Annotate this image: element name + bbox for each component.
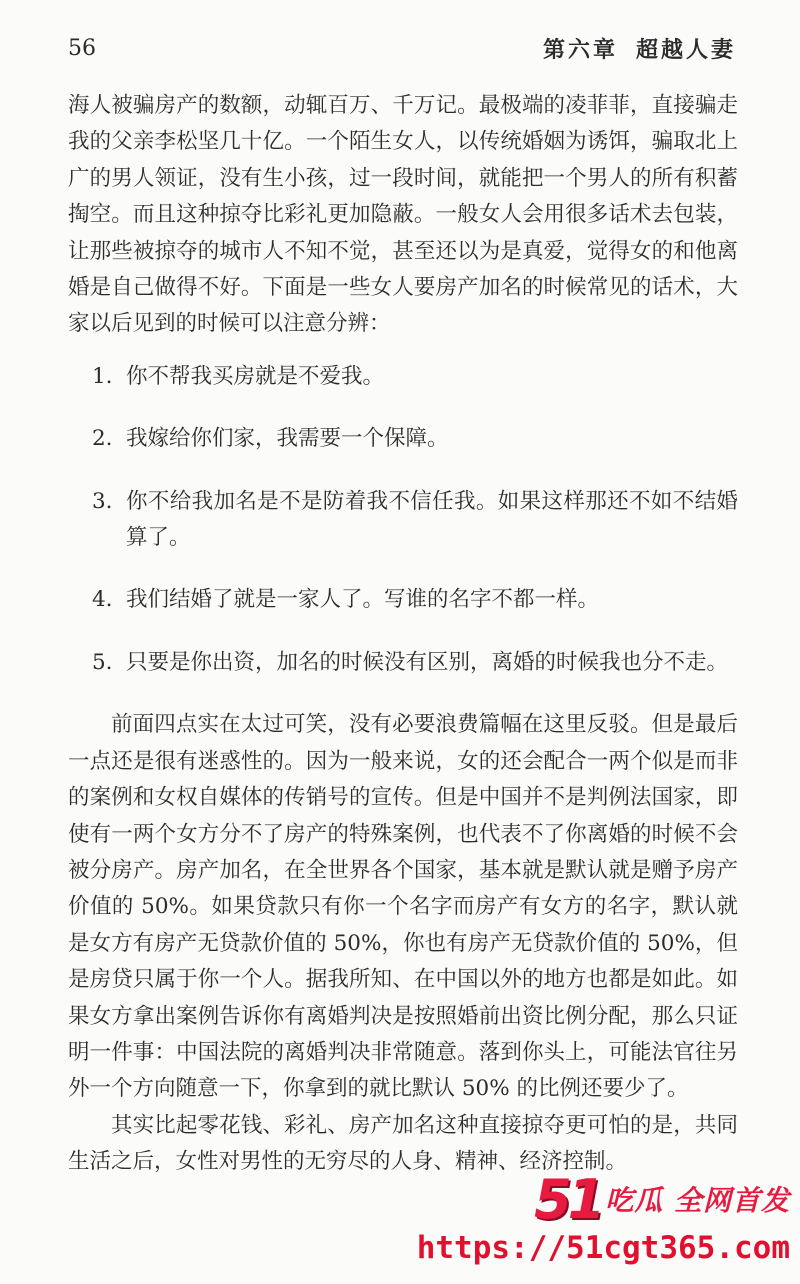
list-item-number: 3. [92,488,113,514]
list-item [68,484,738,557]
chapter-label: 第六章 [542,36,618,63]
page-body [68,88,738,1181]
list-item [68,359,738,395]
page-header [68,28,736,68]
list-item [68,582,738,618]
paragraph-2: 前面四点实在太过可笑，没有必要浪费篇幅在这里反驳。但是最后一点还是很有迷惑性的。因为一般来说，女的还会配合一两个似是而非的案例和女权自媒体的传销号的宣传。但是中国并不是判例法国家，即使有一两个女方分不了房产的特殊案例，也代表不了你离婚的时候不会被分房产。房产加名，在全世界各个国家，基本就是默认就是赠予房产价值的 50%。如果贷款只有你一个名字而房产有女方的名字，默认就是女方有房产无贷款价值的 50%，你也有房产无贷款价值的 50%，但是房贷只属于你一个人。据我所知、在中国以外的地方也都是如此。如果女方拿出案例告诉你有离婚判决是按照婚前出资比例分配，那么只证明一件事：中国法院的离婚判决非常随意。落到你头上，可能法官往另外一个方向随意一下，你拿到的就比默认 50% 的比例还要少了。 [68,712,738,1102]
watermark-logo-number: 51 [534,1167,602,1231]
list-item-text: 你不帮我买房就是不爱我。 [126,363,385,389]
list-item [68,421,738,457]
paragraph-3: 其实比起零花钱、彩礼、房产加名这种直接掠夺更可怕的是，共同生活之后，女性对男性的无穷尽的人身、精神、经济控制。 [68,1112,738,1175]
list-item-text: 我嫁给你们家，我需要一个保障。 [126,426,449,452]
list-item-text: 你不给我加名是不是防着我不信任我。如果这样那还不如不结婚算了。 [126,488,738,551]
list-item-number: 1. [92,363,113,389]
list-item-text: 只要是你出资，加名的时候没有区别，离婚的时候我也分不走。 [126,649,729,675]
list-item [68,645,738,681]
chapter-title: 超越人妻 [635,36,736,63]
watermark-logo [534,1167,790,1231]
page-number: 56 [68,35,96,61]
list-item-number: 2. [92,426,113,452]
chapter-heading [543,33,736,64]
list-item-number: 4. [92,587,113,613]
tactics-list [68,359,738,681]
list-item-text: 我们结婚了就是一家人了。写谁的名字不都一样。 [126,587,600,613]
list-item-number: 5. [92,649,113,675]
paragraph-1: 海人被骗房产的数额，动辄百万、千万记。最极端的凌菲菲，直接骗走我的父亲李松坚几十亿。一个陌生女人，以传统婚姻为诱饵，骗取北上广的男人领证，没有生小孩，过一段时间，就能把一个男人的所有积蓄掏空。而且这种掠夺比彩礼更加隐蔽。一般女人会用很多话术去包装，让那些被掠夺的城市人不知不觉，甚至还以为是真爱，觉得女的和他离婚是自己做得不好。下面是一些女人要房产加名的时候常见的话术，大家以后见到的时候可以注意分辨： [68,93,738,337]
watermark-url: https://51cgt365.com [416,1230,790,1266]
watermark-logo-text: 吃瓜 全网首发 [605,1184,790,1217]
